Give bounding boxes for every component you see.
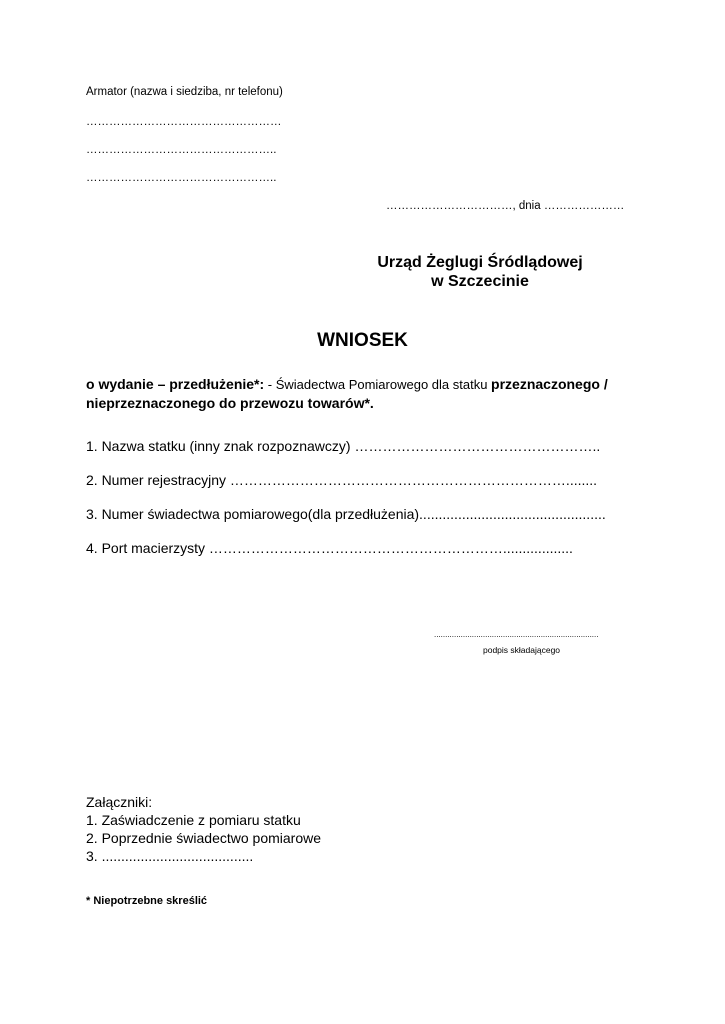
signature-label: podpis składającego [483, 645, 561, 655]
request-purpose: przeznaczonego / nieprzeznaczonego do przewozu towarów*. [86, 376, 608, 411]
date-line: ……………………………, dnia ………………… [386, 200, 625, 212]
request-text: - Świadectwa Pomiarowego dla statku [264, 377, 492, 392]
signature-line: .......................................................................... [434, 630, 599, 639]
owner-line: ………………………………………….. [86, 144, 277, 156]
document-title: WNIOSEK [317, 330, 408, 351]
field-ship-name: 1. Nazwa statku (inny znak rozpoznawczy) …………………………………………….. [86, 438, 601, 454]
owner-line: …………………………………………… [86, 116, 282, 128]
field-certificate-number: 3. Numer świadectwa pomiarowego(dla przedłużenia)................................................ [86, 506, 606, 522]
office-name: Urząd Żeglugi Śródlądowej [377, 254, 583, 271]
owner-label: Armator (nazwa i siedziba, nr telefonu) [86, 86, 283, 98]
request-description [86, 375, 646, 413]
attachment-item: 1. Zaświadczenie z pomiaru statku [86, 812, 301, 828]
field-home-port: 4. Port macierzysty ……………………………………………………….................. [86, 540, 573, 556]
attachment-item: 2. Poprzednie świadectwo pomiarowe [86, 830, 322, 846]
office-city: w Szczecinie [431, 273, 529, 290]
owner-line: ………………………………………….. [86, 172, 277, 184]
footnote: * Niepotrzebne skreślić [86, 895, 208, 907]
field-registration-number: 2. Numer rejestracyjny ………………………………………………………………........ [86, 472, 598, 488]
attachment-item: 3. ....................................... [86, 848, 254, 864]
request-intro: o wydanie – przedłużenie*: [86, 376, 265, 392]
attachments-heading: Załączniki: [86, 794, 153, 810]
